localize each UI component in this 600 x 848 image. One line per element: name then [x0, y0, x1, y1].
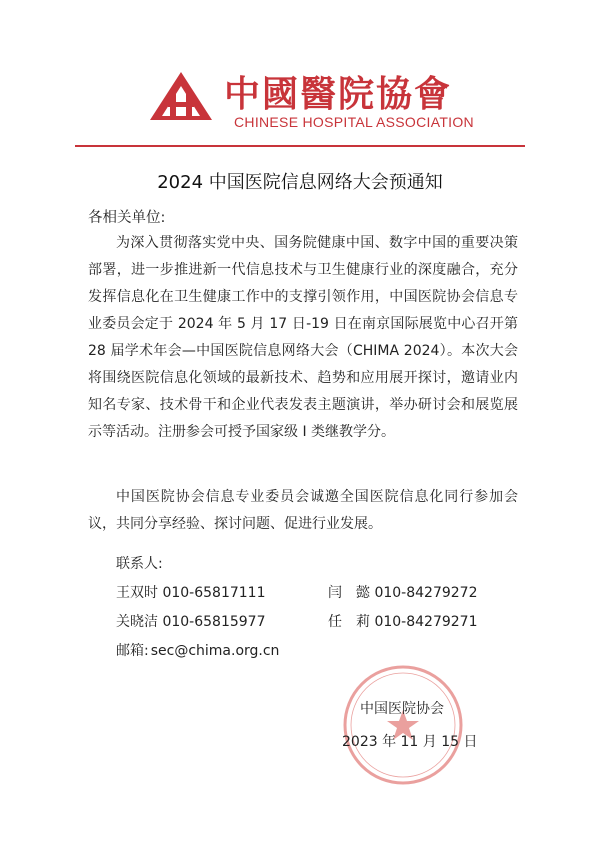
email-label: 邮箱:: [116, 643, 149, 659]
salutation: 各相关单位:: [88, 210, 166, 226]
contact-phone: 010-65817111: [162, 585, 266, 601]
document-title: 2024 中国医院信息网络大会预通知: [157, 172, 443, 193]
body-paragraph-2: 中国医院协会信息专业委员会诚邀全国医院信息化同行参加会议，共同分享经验、探讨问题、促进行业发展。: [88, 489, 518, 532]
contact-entry: [328, 611, 477, 631]
contacts-heading: 联系人:: [116, 556, 163, 572]
contact-name: 王双时: [116, 585, 158, 601]
contact-phone: 010-84279272: [374, 585, 478, 601]
letterhead: [0, 60, 600, 145]
official-seal-icon: [340, 662, 466, 788]
contact-entry: [328, 582, 477, 602]
association-chinese-name: 中國醫院協會: [224, 73, 453, 115]
association-english-name: CHINESE HOSPITAL ASSOCIATION: [234, 114, 474, 130]
contact-name: 任 莉: [328, 614, 370, 630]
contact-entry: [116, 611, 265, 631]
signature-date: 2023 年 11 月 15 日: [342, 734, 478, 750]
contact-email-line: [116, 640, 279, 660]
contact-entry: [116, 582, 265, 602]
contact-name: 关晓洁: [116, 614, 158, 630]
contact-phone: 010-84279271: [374, 614, 478, 630]
contact-name: 闫 懿: [328, 585, 370, 601]
email-address[interactable]: sec@chima.org.cn: [150, 643, 280, 659]
contact-phone: 010-65815977: [162, 614, 266, 630]
association-logo-icon: [148, 70, 214, 122]
signature-organization: 中国医院协会: [360, 701, 444, 717]
body-paragraph-1: 为深入贯彻落实党中央、国务院健康中国、数字中国的重要决策部署，进一步推进新一代信息技术与卫生健康行业的深度融合，充分发挥信息化在卫生健康工作中的支撑引领作用，中国医院协会信息专业委员会定于 2024 年 5 月 17 日-19 日在南京国际展览中心召开第 28 届学术年会—中国医院信息网络大会（CHIMA 2024）。本次大会将围绕医院信息化领域的最新技术、趋势和应用展开探讨，邀请业内知名专家、技术骨干和企业代表发表主题演讲，举办研讨会和展览展示等活动。注册参会可授予国家级 I 类继教学分。: [88, 235, 518, 440]
letterhead-divider: [75, 145, 525, 147]
